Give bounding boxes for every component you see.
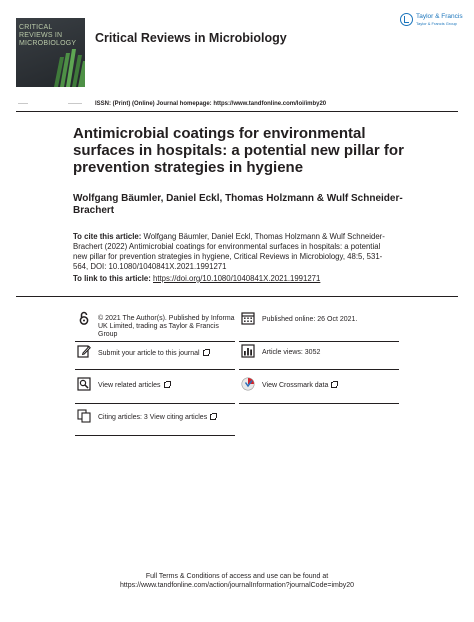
submit-article-icon: [77, 344, 91, 358]
section-divider: [16, 296, 458, 297]
doi-link[interactable]: https://doi.org/10.1080/1040841X.2021.1991271: [153, 274, 321, 283]
terms-footer: [0, 572, 474, 590]
citation-block: [73, 232, 395, 272]
decorative-mark: [18, 103, 28, 104]
article-views: Article views: 3052: [262, 349, 321, 356]
citing-articles-icon: [77, 409, 91, 423]
publisher-tagline: Taylor & Francis Group: [416, 21, 457, 26]
citation-text: Wolfgang Bäumler, Daniel Eckl, Thomas Holzmann & Wulf Schneider-Brachert (2022) Antimicrobial coatings for environmental surfaces in hospitals: a potential new pillar for prevention strategies in hygiene, Critical Reviews in Microbiology, 48:5, 531-564, DOI: 10.1080/1040841X.2021.1991271: [73, 232, 385, 271]
external-link-icon: [210, 414, 216, 420]
cell-divider: [239, 403, 399, 404]
cell-divider: [239, 341, 399, 342]
related-articles-icon: [77, 377, 91, 391]
article-link-line: [73, 274, 320, 283]
cover-title: CRITICAL REVIEWS IN MICROBIOLOGY: [19, 24, 77, 47]
citing-articles-link[interactable]: [98, 413, 216, 422]
crossmark-label: View Crossmark data: [262, 382, 329, 389]
bar-chart-icon: [241, 344, 255, 358]
published-date: Published online: 26 Oct 2021.: [262, 316, 358, 323]
cover-bars-graphic: [16, 47, 85, 87]
external-link-icon: [203, 350, 209, 356]
cell-divider: [75, 435, 235, 436]
cell-divider: [75, 369, 235, 370]
article-authors: Wolfgang Bäumler, Daniel Eckl, Thomas Holzmann & Wulf Schneider-Brachert: [73, 193, 403, 216]
crossmark-icon: [241, 377, 255, 391]
publisher-name: Taylor & Francis: [416, 13, 463, 20]
open-access-icon: [77, 311, 91, 325]
citing-articles-label: Citing articles: 3 View citing articles: [98, 414, 208, 421]
journal-cover-image: [16, 18, 85, 87]
terms-line: Full Terms & Conditions of access and use can be found at: [145, 573, 329, 580]
terms-url[interactable]: https://www.tandfonline.com/action/journalInformation?journalCode=imby20: [119, 582, 355, 589]
copyright-notice: © 2021 The Author(s). Published by Informa UK Limited, trading as Taylor & Francis Group: [98, 315, 235, 338]
cell-divider: [75, 403, 235, 404]
publisher-logo[interactable]: [400, 12, 463, 32]
related-articles-link[interactable]: [98, 381, 170, 390]
external-link-icon: [164, 382, 170, 388]
article-link-label: To link to this article:: [73, 274, 151, 283]
cell-divider: [239, 369, 399, 370]
cell-divider: [75, 341, 235, 342]
issn-homepage-line[interactable]: ISSN: (Print) (Online) Journal homepage: https://www.tandfonline.com/loi/imby20: [95, 101, 327, 107]
journal-title[interactable]: Critical Reviews in Microbiology: [95, 31, 287, 45]
external-link-icon: [331, 382, 337, 388]
submit-article-label: Submit your article to this journal: [98, 350, 200, 357]
header-divider: [16, 111, 458, 112]
publisher-logo-icon: [400, 13, 413, 26]
crossmark-link[interactable]: [262, 381, 337, 390]
citation-label: To cite this article:: [73, 232, 142, 241]
calendar-icon: [241, 311, 255, 325]
decorative-mark: [68, 103, 82, 104]
article-title: Antimicrobial coatings for environmental surfaces in hospitals: a potential new pillar for prevention strategies in hygiene: [73, 125, 404, 176]
submit-article-link[interactable]: [98, 349, 209, 358]
related-articles-label: View related articles: [98, 382, 161, 389]
